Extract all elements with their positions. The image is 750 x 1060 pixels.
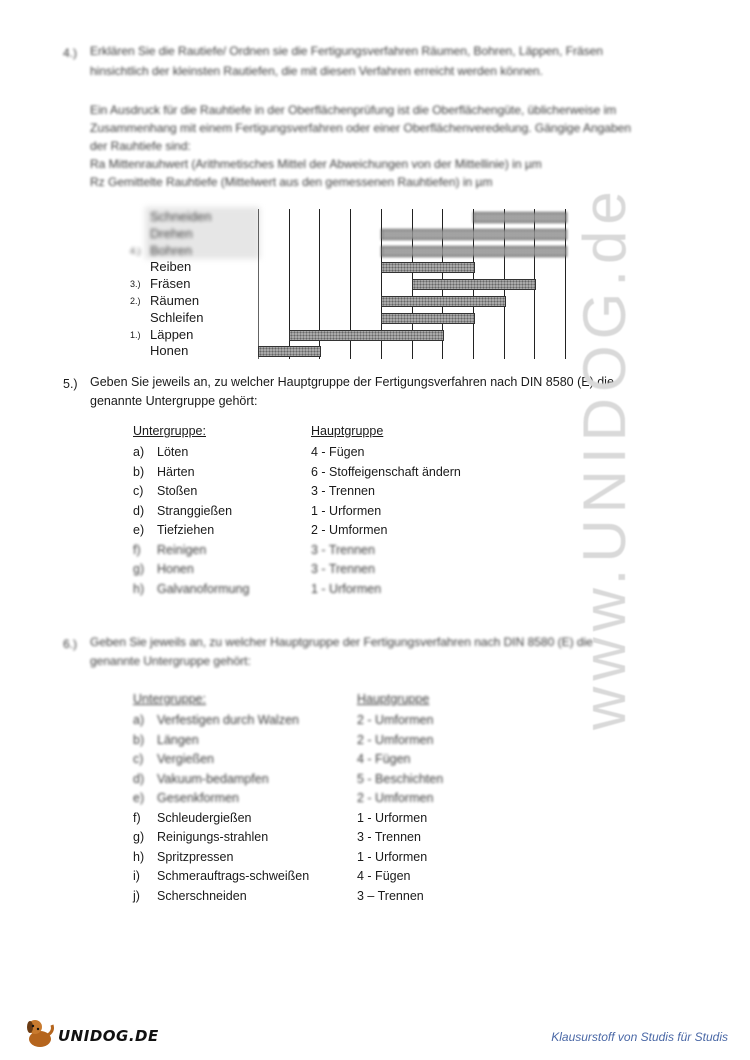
- row-letter: a): [133, 445, 145, 459]
- q6-head-sub: Untergruppe:: [133, 692, 206, 706]
- table-row: [133, 867, 553, 886]
- row-hauptgruppe: 1 - Urformen: [311, 503, 382, 518]
- row-letter: g): [133, 830, 145, 844]
- chart-row-label: Läppen: [150, 326, 194, 342]
- row-hauptgruppe: 6 - Stoffeigenschaft ändern: [311, 464, 461, 479]
- table-row: [133, 521, 553, 540]
- chart-rank-mark: 3.): [130, 279, 141, 290]
- row-hauptgruppe: 4 - Fügen: [357, 869, 411, 883]
- table-row: [133, 770, 553, 789]
- table-row: [133, 887, 553, 906]
- chart-row-label: Reiben: [150, 259, 192, 275]
- row-hauptgruppe: 5 - Beschichten: [357, 771, 444, 786]
- row-hauptgruppe: 2 - Umformen: [357, 713, 434, 727]
- row-untergruppe: Härten: [157, 464, 195, 479]
- q4-prompt-line1: Erklären Sie die Rautiefe/ Ordnen sie die Fertigungsverfahren Räumen, Bohren, Läppen, Fräsen: [90, 44, 603, 58]
- q5-number: 5.): [63, 377, 78, 391]
- row-hauptgruppe: 3 - Trennen: [311, 542, 375, 557]
- row-hauptgruppe: 1 - Urformen: [311, 581, 382, 596]
- row-letter: c): [133, 752, 144, 766]
- chart-bar: [258, 346, 321, 357]
- row-untergruppe: Reinigen: [157, 542, 207, 557]
- q4-answer-line5: Rz Gemittelte Rauhtiefe (Mittelwert aus den gemessenen Rauhtiefen) in µm: [90, 175, 493, 189]
- q6-head-main: Hauptgruppe: [357, 692, 430, 706]
- chart-rank-mark: 4.): [130, 245, 141, 256]
- table-row: [133, 580, 553, 599]
- table-row: [133, 828, 553, 847]
- table-row: [133, 502, 553, 521]
- row-untergruppe: Gesenkformen: [157, 791, 239, 805]
- row-hauptgruppe: 3 - Trennen: [311, 484, 375, 498]
- row-untergruppe: Galvanoformung: [157, 581, 250, 596]
- row-hauptgruppe: 3 - Trennen: [311, 562, 375, 576]
- row-letter: d): [133, 503, 145, 518]
- table-row: [133, 560, 553, 579]
- q6-table: [133, 692, 553, 902]
- q5-head-sub: Untergruppe:: [133, 424, 206, 438]
- row-letter: d): [133, 771, 145, 786]
- table-row: [133, 809, 553, 828]
- chart-rank-mark: 1.): [130, 329, 141, 340]
- q6-prompt-line1: Geben Sie jeweils an, zu welcher Hauptgruppe der Fertigungsverfahren nach DIN 8580 (E) die: [90, 635, 593, 649]
- row-untergruppe: Vakuum-bedampfen: [157, 771, 269, 786]
- q6-prompt-line2: genannte Untergruppe gehört:: [90, 654, 251, 668]
- row-letter: f): [133, 542, 141, 557]
- chart-row-label: Schleifen: [150, 309, 204, 325]
- chart-bar: [381, 313, 475, 324]
- q4-prompt-line2: hinsichtlich der kleinsten Rautiefen, die mit diesen Verfahren erreicht werden können.: [90, 64, 543, 78]
- footer-note: Klausurstoff von Studis für Studis: [551, 1030, 728, 1044]
- row-letter: f): [133, 810, 141, 825]
- row-untergruppe: Reinigungs-strahlen: [157, 830, 269, 844]
- row-hauptgruppe: 2 - Umformen: [357, 732, 434, 747]
- table-row: [133, 789, 553, 808]
- row-untergruppe: Verfestigen durch Walzen: [157, 713, 299, 727]
- row-untergruppe: Schleudergießen: [157, 810, 252, 825]
- dog-icon: [22, 1015, 58, 1051]
- row-hauptgruppe: 1 - Urformen: [357, 810, 428, 825]
- row-letter: g): [133, 562, 145, 576]
- row-untergruppe: Tiefziehen: [157, 523, 215, 537]
- row-hauptgruppe: 4 - Fügen: [311, 445, 365, 459]
- q6-number: 6.): [63, 637, 78, 651]
- row-untergruppe: Löten: [157, 445, 189, 459]
- table-row: [133, 463, 553, 482]
- unidog-logo[interactable]: [22, 1015, 159, 1050]
- row-untergruppe: Schmerauftrags-schweißen: [157, 869, 310, 883]
- q5-prompt-line1: Geben Sie jeweils an, zu welcher Hauptgruppe der Fertigungsverfahren nach DIN 8580 (E) die: [90, 375, 614, 389]
- row-untergruppe: Honen: [157, 562, 194, 576]
- row-letter: h): [133, 581, 145, 596]
- table-row: [133, 731, 553, 750]
- chart-bar: [412, 279, 537, 290]
- chart-row-label: Honen: [150, 343, 189, 359]
- q5-head-main: Hauptgruppe: [311, 424, 384, 438]
- chart-row-label: Schneiden: [150, 209, 212, 224]
- roughness-chart: [130, 205, 580, 360]
- chart-bar: [381, 229, 567, 240]
- table-row: [133, 848, 553, 867]
- row-letter: e): [133, 791, 145, 805]
- chart-row-label: Fräsen: [150, 276, 191, 292]
- row-untergruppe: Scherschneiden: [157, 888, 247, 903]
- table-row: [133, 750, 553, 769]
- q5-table: [133, 424, 553, 604]
- row-letter: h): [133, 849, 145, 864]
- row-letter: a): [133, 713, 145, 727]
- q4-answer-line3: der Rauhtiefe sind:: [90, 139, 191, 153]
- chart-bar: [381, 262, 475, 273]
- row-untergruppe: Spritzpressen: [157, 849, 234, 864]
- table-row: [133, 443, 553, 462]
- row-untergruppe: Stranggießen: [157, 503, 233, 518]
- chart-row-label: Räumen: [150, 293, 200, 308]
- chart-bar: [381, 296, 506, 307]
- row-letter: i): [133, 869, 140, 883]
- chart-bar: [473, 212, 567, 223]
- grid-line: [258, 209, 259, 359]
- chart-row-label: Drehen: [150, 225, 193, 241]
- table-row: [133, 541, 553, 560]
- chart-bar: [289, 330, 445, 341]
- row-untergruppe: Vergießen: [157, 752, 214, 766]
- row-hauptgruppe: 2 - Umformen: [311, 523, 388, 537]
- watermark: www.UNIDOG.de: [571, 185, 638, 730]
- row-hauptgruppe: 4 - Fügen: [357, 752, 411, 766]
- q4-number: 4.): [63, 46, 78, 60]
- q4-answer-line4: Ra Mittenrauhwert (Arithmetisches Mittel der Abweichungen von der Mittellinie) in µm: [90, 157, 542, 171]
- row-letter: b): [133, 732, 145, 747]
- chart-row-label: Bohren: [150, 242, 192, 258]
- logo-text: UNIDOG.DE: [58, 1027, 159, 1045]
- q5-prompt-line2: genannte Untergruppe gehört:: [90, 394, 258, 408]
- row-untergruppe: Stoßen: [157, 484, 198, 498]
- row-letter: j): [133, 888, 140, 903]
- row-hauptgruppe: 1 - Urformen: [357, 849, 428, 864]
- chart-rank-mark: 2.): [130, 296, 141, 306]
- row-letter: b): [133, 464, 145, 479]
- row-letter: c): [133, 484, 144, 498]
- row-hauptgruppe: 3 – Trennen: [357, 888, 424, 903]
- row-hauptgruppe: 2 - Umformen: [357, 791, 434, 805]
- table-row: [133, 482, 553, 501]
- q4-answer-line1: Ein Ausdruck für die Rauhtiefe in der Oberflächenprüfung ist die Oberflächengüte, üblicherweise im: [90, 103, 617, 117]
- table-row: [133, 711, 553, 730]
- chart-bar: [381, 246, 567, 257]
- row-hauptgruppe: 3 - Trennen: [357, 830, 421, 844]
- q4-answer-line2: Zusammenhang mit einem Fertigungsverfahren oder einer Oberflächenveredelung. Gängige Angaben: [90, 121, 631, 135]
- row-letter: e): [133, 523, 145, 537]
- row-untergruppe: Längen: [157, 732, 199, 747]
